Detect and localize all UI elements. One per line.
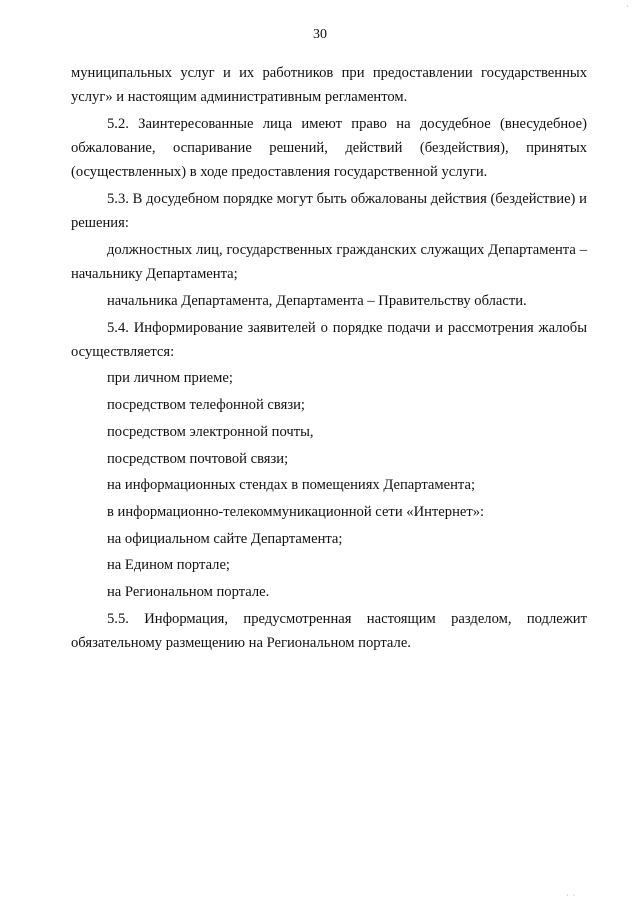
list-item: посредством телефонной связи; xyxy=(107,397,305,414)
list-item: посредством почтовой связи; xyxy=(107,450,289,467)
list-item: посредством электронной почты, xyxy=(107,423,314,440)
paragraph-5-3: 5.3. В досудебном порядке могут быть обжалованы действия (бездействие) и решения: xyxy=(71,191,587,232)
paragraph-5-5: 5.5. Информация, предусмотренная настоящим разделом, подлежит обязательному размещению на Региональном портале. xyxy=(71,610,587,651)
list-item: в информационно-телекоммуникационной сети «Интернет»: xyxy=(107,503,485,520)
paragraph-5-2: 5.2. Заинтересованные лица имеют право на досудебное (внесудебное) обжалование, оспаривание решений, действий (бездействия), принятых (осуществленных) в ходе предоставления государственной услуги. xyxy=(71,115,587,181)
list-item: на Региональном портале. xyxy=(107,584,270,601)
document-body xyxy=(71,61,587,655)
paragraph-5-3-item-head: начальника Департамента, Департамента – Правительству области. xyxy=(107,292,527,309)
scan-mark: · xyxy=(626,2,629,11)
list-item: на Едином портале; xyxy=(107,557,230,574)
paragraph-5-3-item-officials: должностных лиц, государственных гражданских служащих Департамента – начальнику Департамента; xyxy=(71,241,587,283)
list-item: при личном приеме; xyxy=(107,370,233,387)
list-item: на официальном сайте Департамента; xyxy=(107,530,343,547)
paragraph-5-4: 5.4. Информирование заявителей о порядке подачи и рассмотрения жалобы осуществляется: xyxy=(71,319,587,360)
scan-mark: · · xyxy=(566,891,576,900)
page-number: 30 xyxy=(313,27,327,42)
paragraph-continuation: муниципальных услуг и их работников при предоставлении государственных услуг» и настоящим административным регламентом. xyxy=(71,65,587,106)
list-item: на информационных стендах в помещениях Департамента; xyxy=(107,477,475,494)
